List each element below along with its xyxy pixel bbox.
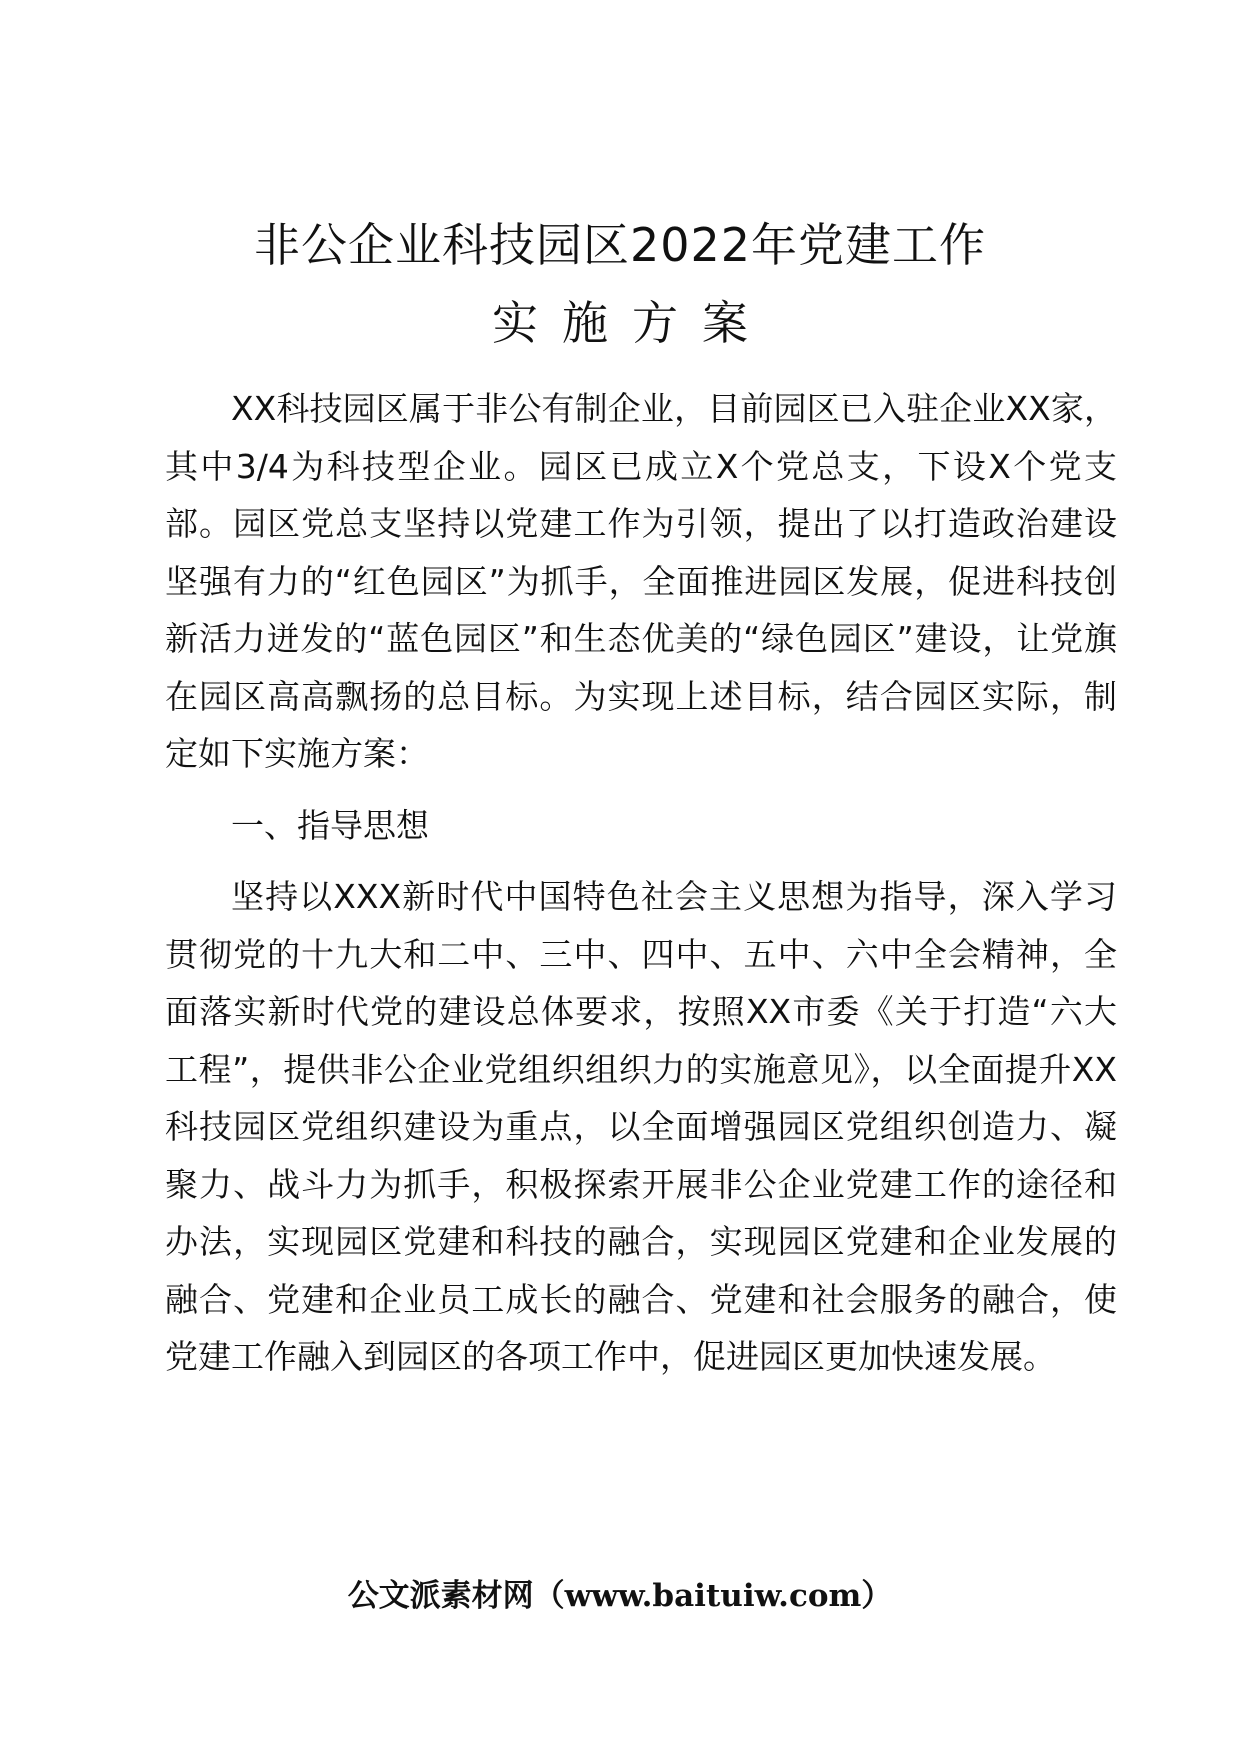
intro-paragraph: XX科技园区属于非公有制企业，目前园区已入驻企业XX家，其中3/4为科技型企业。园区已成立X个党总支，下设X个党支部。园区党总支坚持以党建工作为引领，提出了以打造政治建设坚强有力的“红色园区”为抓手，全面推进园区发展，促进科技创新活力迸发的“蓝色园区”和生态优美的“绿色园区”建设，让党旗在园区高高飘扬的总目标。为实现上述目标，结合园区实际，制定如下实施方案： — [165, 389, 1117, 773]
document-title — [0, 215, 1240, 353]
footer-watermark: 公文派素材网（www.baituiw.com） — [347, 1578, 893, 1614]
document-body — [165, 380, 1117, 1386]
guiding-thought-paragraph: 坚持以XXX新时代中国特色社会主义思想为指导，深入学习贯彻党的十九大和二中、三中、四中、五中、六中全会精神，全面落实新时代党的建设总体要求，按照XX市委《关于打造“六大工程”，提供非公企业党组织组织力的实施意见》，以全面提升XX科技园区党组织建设为重点，以全面增强园区党组织创造力、凝聚力、战斗力为抓手，积极探索开展非公企业党建工作的途径和办法，实现园区党建和科技的融合，实现园区党建和企业发展的融合、党建和企业员工成长的融合、党建和社会服务的融合，使党建工作融入到园区的各项工作中，促进园区更加快速发展。 — [165, 877, 1117, 1376]
title-line-1: 非公企业科技园区2022年党建工作 — [253, 218, 987, 272]
section-heading: 一、指导思想 — [231, 805, 429, 845]
title-line-2: 实施方案 — [492, 296, 772, 350]
